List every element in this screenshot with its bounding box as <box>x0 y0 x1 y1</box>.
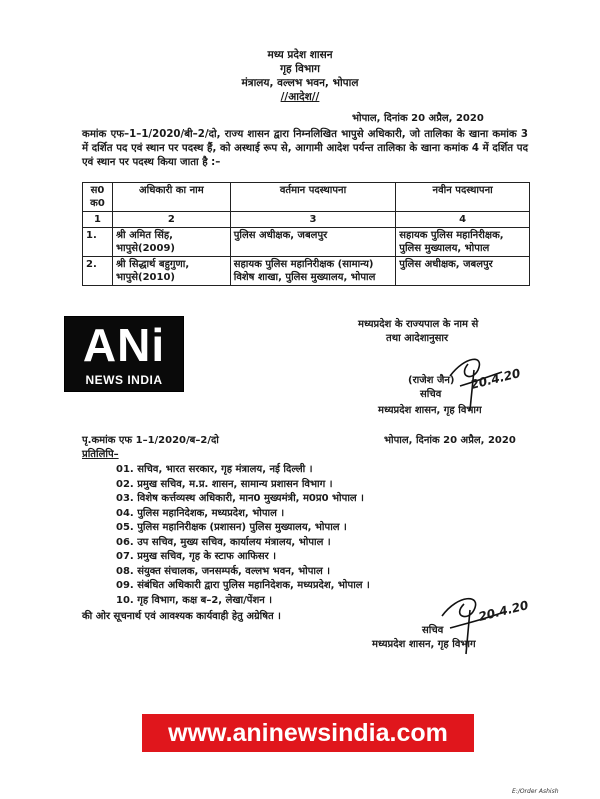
row-current-posting: सहायक पुलिस महानिरीक्षक (सामान्य) विशेष शाखा, पुलिस मुख्यालय, भोपाल <box>230 257 396 286</box>
footer-note: E:/Order Ashish <box>512 788 559 795</box>
col-header-sno: स0 क0 <box>83 183 113 212</box>
endorsement-date: भोपाल, दिनांक 20 अप्रैल, 2020 <box>384 435 516 446</box>
column-number-row <box>83 212 530 228</box>
col-header-new: नवीन पदस्थापना <box>396 183 530 212</box>
signatory-department: मध्यप्रदेश शासन, गृह विभाग <box>372 639 476 650</box>
row-sno: 1. <box>83 228 113 257</box>
authority-line-1: मध्यप्रदेश के राज्यपाल के नाम से <box>358 319 479 330</box>
signatory-name: (राजेश जैन) <box>408 375 455 386</box>
row-officer-name: श्री सिद्धार्थ बहुगुणा, भापुसे(2010) <box>112 257 230 286</box>
col-number: 3 <box>230 212 396 228</box>
table-row <box>83 228 530 257</box>
handwritten-date: 20.4.20 <box>477 598 530 624</box>
row-sno: 2. <box>83 257 113 286</box>
order-paragraph: कमांक एफ–1–1/2020/बी–2/दो, राज्य शासन द्वारा निम्नलिखित भापुसे अधिकारी, जो तालिका के खाना कमांक 3 में दर्शित पद एवं स्थान पर पदस्थ हैं, को अस्थाई रूप से, आगामी आदेश पर्यन्त तालिका के खाना कमांक 4 में दर्शित पद एवं स्थान पर पदस्थ किया जाता है :– <box>82 129 528 168</box>
col-number: 2 <box>112 212 230 228</box>
govt-name: मध्य प्रदेश शासन <box>267 49 333 61</box>
logo-subtext: NEWS INDIA <box>85 373 163 387</box>
copy-label: प्रतिलिपि– <box>82 449 119 460</box>
authority-line-2: तथा आदेशानुसार <box>386 333 449 344</box>
row-new-posting: पुलिस अधीक्षक, जबलपुर <box>396 257 530 286</box>
endorsement-number: पृ.कमांक एफ 1–1/2020/ब–2/दो <box>82 435 219 446</box>
row-current-posting: पुलिस अधीक्षक, जबलपुर <box>230 228 396 257</box>
signatory-designation: सचिव <box>420 389 442 400</box>
row-officer-name: श्री अमित सिंह, भापुसे(2009) <box>112 228 230 257</box>
list-item: 04. पुलिस महानिदेशक, मध्यप्रदेश, भोपाल । <box>116 507 285 519</box>
closing-line: की ओर सूचनार्थ एवं आवश्यक कार्यवाही हेतु अग्रेषित । <box>82 611 281 622</box>
col-number: 1 <box>83 212 113 228</box>
handwritten-date: 20.4.20 <box>469 366 522 392</box>
copy-list <box>116 463 370 608</box>
list-item: 07. प्रमुख सचिव, गृह के स्टाफ आफिसर । <box>116 551 277 562</box>
department-name: गृह विभाग <box>280 63 320 75</box>
col-number: 4 <box>396 212 530 228</box>
list-item: 10. गृह विभाग, कक्ष ब–2, लेखा/पेंशन । <box>116 594 273 606</box>
list-item: 03. विशेष कर्त्तव्यस्थ अधिकारी, मान0 मुख्यमंत्री, म0प्र0 भोपाल । <box>116 493 364 504</box>
list-item: 08. संयुक्त संचालक, जनसम्पर्क, वल्लभ भवन, भोपाल । <box>116 565 331 577</box>
order-title: //आदेश// <box>280 91 320 103</box>
list-item: 01. सचिव, भारत सरकार, गृह मंत्रालय, नई दिल्ली । <box>116 464 313 475</box>
list-item: 05. पुलिस महानिरीक्षक (प्रशासन) पुलिस मुख्यालय, भोपाल । <box>116 522 347 533</box>
list-item: 09. संबंधित अधिकारी द्वारा पुलिस महानिदेशक, मध्यप्रदेश, भोपाल । <box>116 580 370 591</box>
office-address: मंत्रालय, वल्लभ भवन, भोपाल <box>241 77 359 89</box>
signatory-designation: सचिव <box>422 625 444 636</box>
logo-text: ANi <box>82 319 166 371</box>
posting-table <box>82 182 530 286</box>
list-item: 06. उप सचिव, मुख्य सचिव, कार्यालय मंत्रालय, भोपाल । <box>116 536 331 548</box>
row-new-posting: सहायक पुलिस महानिरीक्षक, पुलिस मुख्यालय, भोपाल <box>396 228 530 257</box>
col-header-current: वर्तमान पदस्थापना <box>230 183 396 212</box>
ani-logo <box>64 316 184 392</box>
website-banner <box>142 714 474 752</box>
col-header-name: अधिकारी का नाम <box>112 183 230 212</box>
signatory-department: मध्यप्रदेश शासन, गृह विभाग <box>378 405 482 416</box>
order-date: भोपाल, दिनांक 20 अप्रैल, 2020 <box>352 113 484 124</box>
list-item: 02. प्रमुख सचिव, म.प्र. शासन, सामान्य प्रशासन विभाग । <box>116 478 333 490</box>
table-header-row <box>83 183 530 212</box>
table-row <box>83 257 530 286</box>
website-url: www.aninewsindia.com <box>168 719 448 747</box>
